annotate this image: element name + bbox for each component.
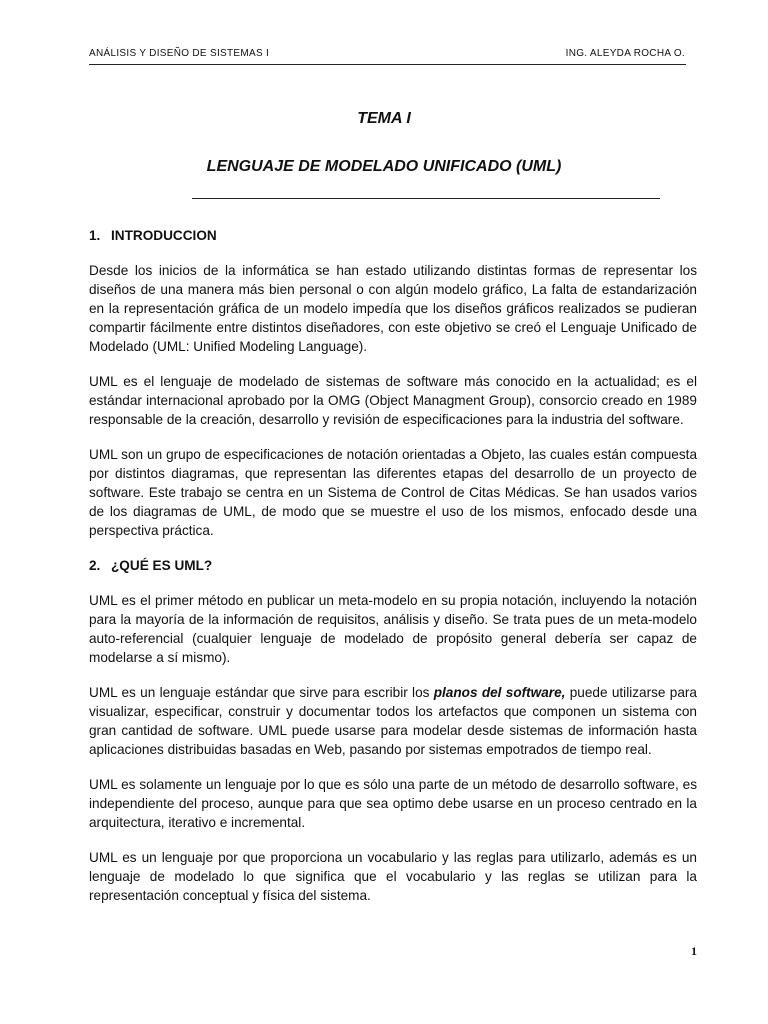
document-body [89, 226, 697, 921]
paragraph: Desde los inicios de la informática se han estado utilizando distintas formas de representar los diseños de una manera más bien personal o con algún modelo gráfico, La falta de estandarización en la representación gráfica de un modelo impedía que los diseños gráficos realizados se pudieran compartir fácilmente entre distintos diseñadores, con este objetivo se creó el Lenguaje Unificado de Modelado (UML: Unified Modeling Language). [89, 263, 697, 354]
paragraph-text-before: UML es un lenguaje estándar que sirve para escribir los [89, 685, 434, 700]
section-heading-que-es-uml [89, 556, 697, 575]
header-divider [89, 64, 686, 65]
paragraph: UML es solamente un lenguaje por lo que es sólo una parte de un método de desarrollo software, es independiente del proceso, aunque para que sea optimo debe usarse en un proceso centrado en la arquitectura, iterativo e incremental. [89, 777, 697, 830]
paragraph: UML son un grupo de especificaciones de notación orientadas a Objeto, las cuales están compuesta por distintos diagramas, que representan las diferentes etapas del desarrollo de un proyecto de software. Este trabajo se centra en un Sistema de Control de Citas Médicas. Se han usados varios de los diagramas de UML, de modo que se muestre el uso de los mismos, enfocado desde una perspectiva práctica. [89, 447, 697, 538]
emphasis-planos-del-software: planos del software, [433, 685, 566, 700]
section-heading-text: ¿QUÉ ES UML? [111, 558, 213, 573]
paragraph: UML es un lenguaje por que proporciona un vocabulario y las reglas para utilizarlo, además es un lenguaje de modelado lo que significa que el vocabulario y las reglas se utilizan para la representación conceptual y física del sistema. [89, 850, 697, 903]
header-author: ING. ALEYDA ROCHA O. [565, 48, 685, 59]
section-heading-introduccion [89, 226, 697, 245]
page-header [89, 46, 685, 64]
page-number: 1 [691, 944, 697, 958]
section-heading-text: INTRODUCCION [111, 228, 217, 243]
topic-title: TEMA I [357, 110, 411, 127]
document-title: LENGUAJE DE MODELADO UNIFICADO (UML) [206, 158, 562, 175]
paragraph-text-after: puede utilizarse para visualizar, especificar, construir y documentar todos los artefactos que componen un sistema con gran cantidad de software. UML puede usarse para modelar desde sistemas de información hasta aplicaciones distribuidas basadas en Web, pasando por sistemas empotrados de tiempo real. [89, 685, 697, 757]
section-number: 1. [89, 228, 101, 243]
section-number: 2. [89, 558, 101, 573]
header-course-title: ANÁLISIS Y DISEÑO DE SISTEMAS I [89, 48, 270, 59]
paragraph-with-emphasis [89, 683, 697, 759]
paragraph: UML es el primer método en publicar un meta-modelo en su propia notación, incluyendo la notación para la mayoría de la información de requisitos, análisis y diseño. Se trata pues de un meta-modelo auto-referencial (cualquier lenguaje de modelado de propósito general debería ser capaz de modelarse a sí mismo). [89, 593, 697, 665]
paragraph: UML es el lenguaje de modelado de sistemas de software más conocido en la actualidad; es el estándar internacional aprobado por la OMG (Object Managment Group), consorcio creado en 1989 responsable de la creación, desarrollo y revisión de especificaciones para la industria del software. [89, 374, 697, 427]
title-divider [192, 198, 660, 199]
